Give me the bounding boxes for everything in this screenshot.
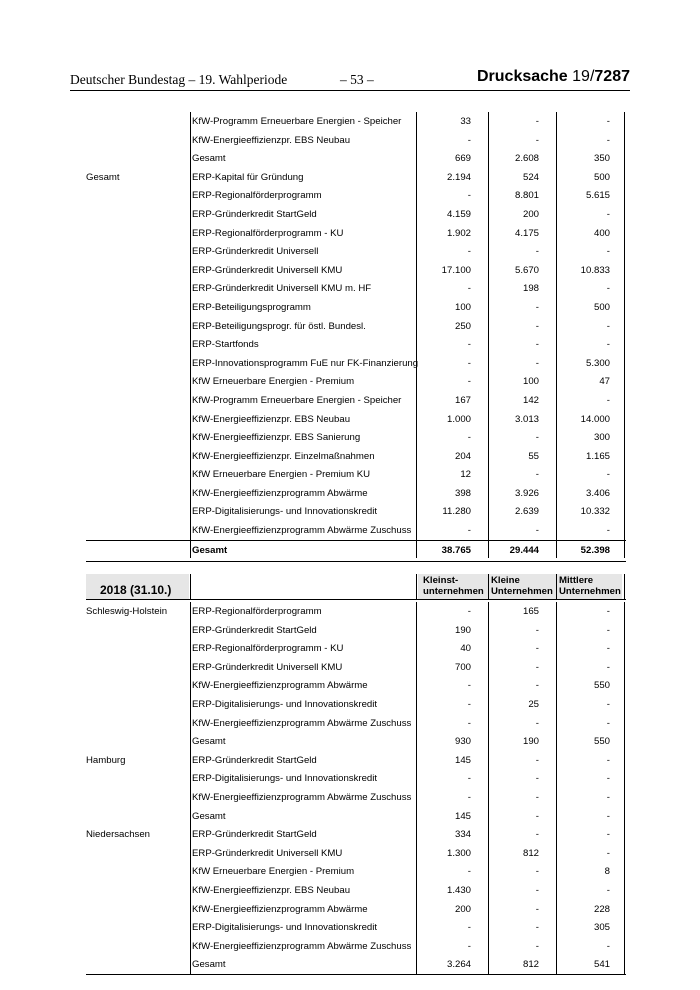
value-mittlere: - [606,940,610,952]
value-kleine: - [535,357,539,369]
program-cell: KfW-Energieeffizienzpr. EBS Sanierung [192,432,361,444]
program-cell: ERP-Digitalisierungs- und Innovationskredit [192,922,378,934]
value-mittlere: 500 [593,301,610,313]
value-mittlere: - [606,525,610,537]
value-kleine: - [535,116,539,127]
value-mittlere: - [606,754,610,766]
value-kleinst: - [467,606,471,617]
value-kleinst: 250 [454,320,471,332]
value-mittlere: 541 [593,959,610,971]
program-cell: ERP-Gründerkredit StartGeld [192,624,317,636]
value-mittlere: 52.398 [580,544,610,556]
value-kleine: - [535,680,539,692]
col-b-line1: Kleine [491,575,520,586]
value-kleine: - [535,301,539,313]
value-kleinst: 4.159 [446,208,471,220]
value-kleinst: - [467,357,471,369]
value-kleine: 142 [522,394,539,406]
value-kleine: - [535,903,539,915]
table-row [86,131,626,150]
value-kleinst: - [467,246,471,258]
table-row [86,955,626,975]
section-year: 2018 (31.10.) [100,583,172,597]
value-kleine: 524 [522,171,539,183]
program-cell: ERP-Gründerkredit StartGeld [192,829,317,841]
value-mittlere: - [606,791,610,803]
value-kleine: 2.639 [514,506,539,518]
value-mittlere: - [606,134,610,146]
col-a-line2: unternehmen [423,586,484,597]
value-mittlere: 400 [593,227,610,239]
value-kleine: - [535,469,539,481]
value-mittlere: - [606,208,610,220]
program-cell: ERP-Gründerkredit Universell [192,246,319,258]
value-mittlere: 5.300 [585,357,610,369]
value-kleinst: 40 [460,643,471,655]
value-kleine: - [535,320,539,332]
program-cell: KfW-Energieeffizienzprogramm Abwärme Zuschuss [192,791,412,803]
program-cell: ERP-Innovationsprogramm FuE nur FK-Finanzierung [192,357,419,369]
table-row [86,695,626,714]
table-row [86,658,626,677]
program-cell: KfW-Energieeffizienzprogramm Abwärme Zuschuss [192,940,412,952]
table-row [86,751,626,770]
value-kleine: - [535,940,539,952]
table-row [86,881,626,900]
value-kleinst: 700 [454,661,471,673]
value-kleinst: 1.300 [446,847,471,859]
table-row [86,298,626,317]
table-row [86,279,626,298]
value-kleinst: - [467,376,471,388]
table-row [86,484,626,503]
program-cell: ERP-Regionalförderprogramm - KU [192,643,344,655]
value-kleine: - [535,643,539,655]
program-cell: KfW-Energieeffizienzpr. EBS Neubau [192,134,351,146]
program-cell: ERP-Digitalisierungs- und Innovationskredit [192,698,378,710]
value-kleinst: - [467,339,471,351]
value-kleine: - [535,246,539,258]
program-cell: ERP-Digitalisierungs- und Innovationskredit [192,773,378,785]
program-cell: KfW Erneuerbare Energien - Premium [192,866,355,878]
col-b-line2: Unternehmen [491,586,553,597]
col-header-mittlere [559,575,621,597]
table-row [86,502,626,521]
table-row [86,205,626,224]
value-mittlere: - [606,847,610,859]
value-mittlere: - [606,829,610,841]
value-kleine: - [535,791,539,803]
value-kleinst: - [467,866,471,878]
program-cell: ERP-Regionalförderprogramm [192,606,322,617]
value-kleinst: 38.765 [441,544,471,556]
program-cell: ERP-Beteiligungsprogr. für östl. Bundesl. [192,320,366,332]
value-kleinst: 1.000 [446,413,471,425]
value-mittlere: - [606,773,610,785]
program-cell: Gesamt [192,959,226,971]
value-kleine: 200 [522,208,539,220]
value-mittlere: - [606,810,610,822]
value-mittlere: 1.165 [585,450,610,462]
program-cell: KfW Erneuerbare Energien - Premium KU [192,469,371,481]
value-mittlere: - [606,246,610,258]
table-row [86,900,626,919]
value-kleinst: - [467,922,471,934]
value-kleinst: 3.264 [446,959,471,971]
value-mittlere: - [606,116,610,127]
value-kleinst: 190 [454,624,471,636]
table-row [86,788,626,807]
value-kleine: 165 [522,606,539,617]
value-kleine: 2.608 [514,153,539,165]
program-cell: ERP-Gründerkredit Universell KMU [192,264,343,276]
value-kleinst: - [467,940,471,952]
value-kleinst: 930 [454,736,471,748]
value-kleinst: - [467,432,471,444]
value-mittlere: - [606,717,610,729]
value-mittlere: - [606,624,610,636]
table-section-2 [86,602,626,975]
program-cell: KfW-Energieeffizienzprogramm Abwärme [192,487,368,499]
table-row [86,168,626,187]
value-kleinst: 145 [454,810,471,822]
value-kleine: - [535,829,539,841]
table-row [86,676,626,695]
table-row [86,447,626,466]
table-section-1 [86,112,626,562]
program-cell: ERP-Gründerkredit Universell KMU [192,661,343,673]
value-kleine: 8.801 [514,190,539,202]
table-row [86,242,626,261]
table-row [86,825,626,844]
program-cell: ERP-Gründerkredit Universell KMU [192,847,343,859]
value-kleine: 25 [528,698,539,710]
value-kleinst: - [467,680,471,692]
value-kleinst: 2.194 [446,171,471,183]
section-2-header [86,574,626,600]
publication-title: Deutscher Bundestag – 19. Wahlperiode [70,72,288,87]
page-header [70,68,630,91]
table-row [86,112,626,131]
table-row [86,621,626,640]
value-kleinst: - [467,525,471,537]
table-row [86,541,626,562]
value-kleinst: 669 [454,153,471,165]
value-mittlere: 228 [593,903,610,915]
program-cell: Gesamt [192,153,226,165]
table-row [86,769,626,788]
program-cell: KfW Erneuerbare Energien - Premium [192,376,355,388]
value-mittlere: 350 [593,153,610,165]
value-kleinst: 398 [454,487,471,499]
value-kleine: 55 [528,450,539,462]
program-cell: ERP-Startfonds [192,339,259,351]
table-row [86,410,626,429]
value-kleine: - [535,661,539,673]
value-kleinst: 145 [454,754,471,766]
value-mittlere: - [606,339,610,351]
value-mittlere: 8 [604,866,610,878]
value-kleine: - [535,432,539,444]
program-cell: KfW-Energieeffizienzpr. EBS Neubau [192,884,351,896]
program-cell: ERP-Gründerkredit StartGeld [192,754,317,766]
value-mittlere: 550 [593,680,610,692]
value-kleinst: 17.100 [441,264,471,276]
table-row [86,317,626,336]
table-row [86,602,626,621]
table-row [86,391,626,410]
table-row [86,844,626,863]
table-row [86,261,626,280]
col-header-kleinst [423,575,484,597]
value-kleine: 3.013 [514,413,539,425]
value-mittlere: 300 [593,432,610,444]
value-kleine: - [535,754,539,766]
program-cell: KfW-Energieeffizienzprogramm Abwärme [192,680,368,692]
value-kleinst: 100 [454,301,471,313]
value-kleine: - [535,717,539,729]
program-cell: Gesamt [192,810,226,822]
program-cell: ERP-Gründerkredit Universell KMU m. HF [192,283,372,295]
program-cell: ERP-Beteiligungsprogramm [192,301,311,313]
value-mittlere: - [606,698,610,710]
program-cell: ERP-Regionalförderprogramm - KU [192,227,344,239]
col-a-line1: Kleinst- [423,575,459,586]
value-kleinst: 204 [454,450,471,462]
value-kleine: 100 [522,376,539,388]
table-row [86,937,626,956]
value-kleine: 812 [522,847,539,859]
value-mittlere: - [606,643,610,655]
region-cell: Schleswig-Holstein [86,606,168,617]
table-row [86,918,626,937]
col-header-kleine [491,575,553,597]
value-mittlere: 14.000 [580,413,610,425]
table-row [86,732,626,751]
value-kleinst: - [467,773,471,785]
value-kleinst: - [467,698,471,710]
page-number: – 53 – [340,72,374,87]
value-kleinst: - [467,190,471,202]
value-kleine: 29.444 [509,544,539,556]
table-row [86,521,626,541]
value-kleine: - [535,884,539,896]
table-row [86,807,626,826]
table-row [86,714,626,733]
program-cell: KfW-Energieeffizienzprogramm Abwärme Zuschuss [192,525,412,537]
program-cell: KfW-Energieeffizienzpr. Einzelmaßnahmen [192,450,375,462]
value-mittlere: - [606,606,610,617]
col-c-line1: Mittlere [559,575,594,586]
value-kleine: - [535,134,539,146]
value-kleinst: - [467,791,471,803]
value-mittlere: - [606,661,610,673]
value-mittlere: 550 [593,736,610,748]
value-kleinst: - [467,717,471,729]
document-number [477,68,630,86]
value-mittlere: 10.332 [580,506,610,518]
value-kleine: - [535,922,539,934]
value-mittlere: 5.615 [585,190,610,202]
value-mittlere: - [606,320,610,332]
value-mittlere: - [606,283,610,295]
doc-num-2: 7287 [594,68,630,85]
value-kleine: - [535,810,539,822]
value-kleinst: 33 [460,116,471,127]
program-cell: Gesamt [192,736,226,748]
value-kleine: 5.670 [514,264,539,276]
value-mittlere: - [606,394,610,406]
program-cell: KfW-Energieeffizienzprogramm Abwärme [192,903,368,915]
value-kleinst: 200 [454,903,471,915]
program-cell: ERP-Kapital für Gründung [192,171,304,183]
value-kleinst: 12 [460,469,471,481]
value-kleine: 4.175 [514,227,539,239]
value-mittlere: 305 [593,922,610,934]
value-kleine: - [535,339,539,351]
doc-num-1: 19/ [572,68,595,85]
program-cell: KfW-Programm Erneuerbare Energien - Speicher [192,394,402,406]
program-cell: ERP-Digitalisierungs- und Innovationskredit [192,506,378,518]
table-row [86,372,626,391]
table-row [86,354,626,373]
value-mittlere: 500 [593,171,610,183]
value-kleine: - [535,866,539,878]
program-cell: KfW-Programm Erneuerbare Energien - Speicher [192,116,402,127]
value-mittlere: 10.833 [580,264,610,276]
table-row [86,224,626,243]
value-kleinst: - [467,283,471,295]
region-cell: Niedersachsen [86,829,150,841]
value-kleinst: - [467,134,471,146]
program-cell: KfW-Energieeffizienzpr. EBS Neubau [192,413,351,425]
table-row [86,149,626,168]
value-mittlere: - [606,884,610,896]
value-kleinst: 334 [454,829,471,841]
value-kleine: - [535,525,539,537]
value-kleine: 812 [522,959,539,971]
program-cell: ERP-Regionalförderprogramm [192,190,322,202]
table-row [86,862,626,881]
doc-prefix: Drucksache [476,68,568,85]
value-kleine: 190 [522,736,539,748]
value-kleinst: 11.280 [442,506,471,518]
program-cell: ERP-Gründerkredit StartGeld [192,208,317,220]
value-mittlere: 3.406 [585,487,610,499]
value-kleinst: 167 [454,394,471,406]
region-cell: Hamburg [86,754,126,766]
value-kleine: - [535,773,539,785]
value-kleinst: 1.430 [446,884,471,896]
table-row [86,186,626,205]
value-kleine: - [535,624,539,636]
value-kleine: 198 [522,283,539,295]
value-kleinst: 1.902 [446,227,471,239]
table-row [86,428,626,447]
value-mittlere: - [606,469,610,481]
value-kleine: 3.926 [514,487,539,499]
value-mittlere: 47 [599,376,610,388]
program-cell: Gesamt [192,544,228,556]
col-c-line2: Unternehmen [559,586,621,597]
program-cell: KfW-Energieeffizienzprogramm Abwärme Zuschuss [192,717,412,729]
table-row [86,335,626,354]
region-cell: Gesamt [86,171,120,183]
table-row [86,465,626,484]
table-row [86,639,626,658]
